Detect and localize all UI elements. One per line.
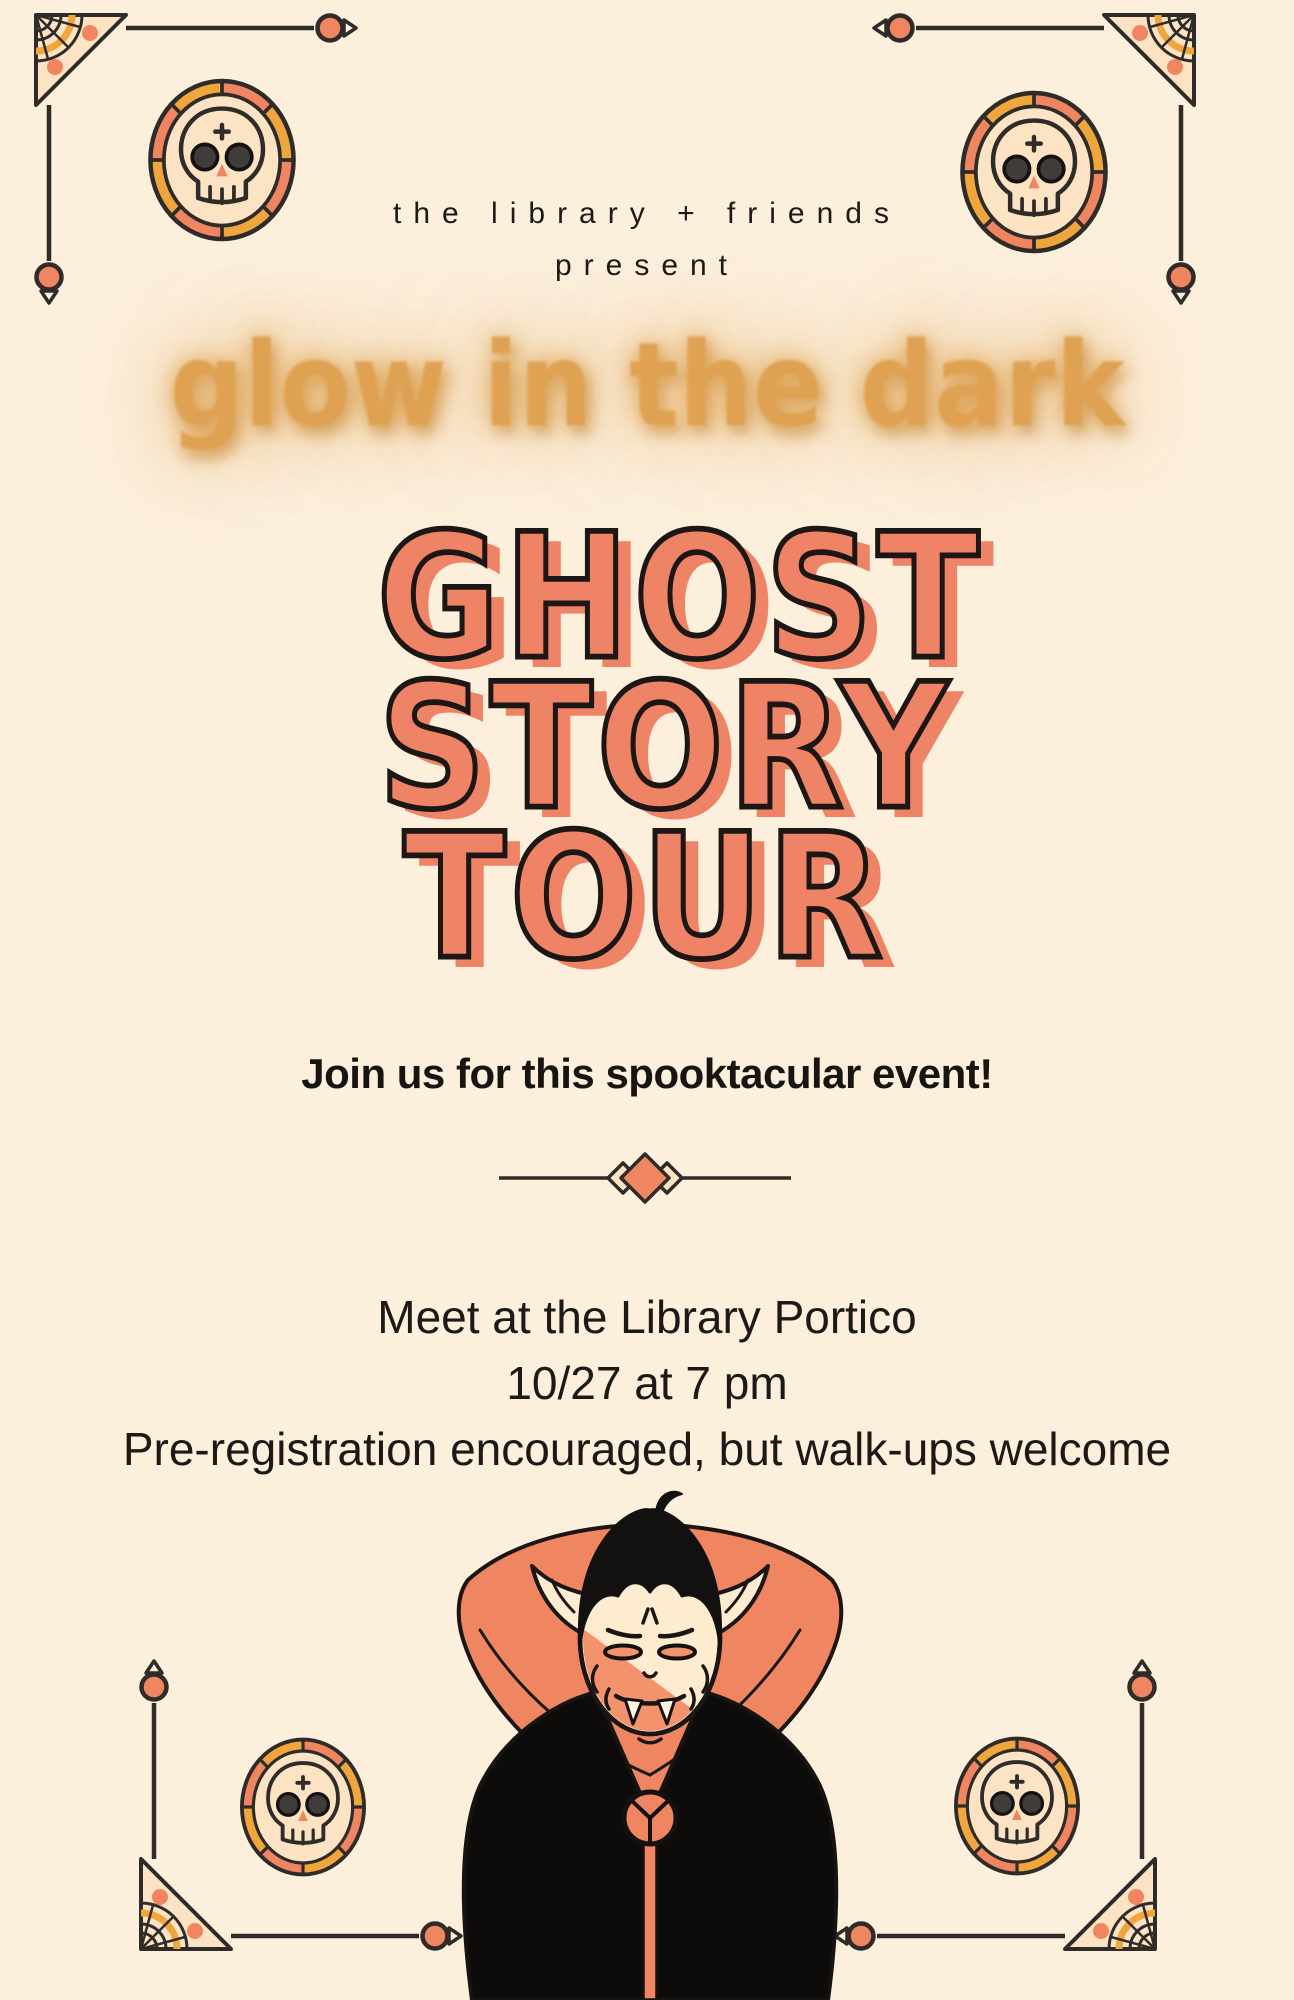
main-title-line-2: STORY — [378, 647, 952, 849]
main-title-line-3: TOUR — [403, 797, 887, 999]
detail-location: Meet at the Library Portico — [377, 1291, 917, 1343]
diamond-divider-icon — [495, 1148, 795, 1208]
detail-datetime: 10/27 at 7 pm — [506, 1357, 788, 1409]
detail-registration: Pre-registration encouraged, but walk-ups welcome — [122, 1423, 1172, 1475]
presenter-line: the library + friends — [393, 197, 901, 230]
skull-medallion-bottom-left-icon — [239, 1737, 367, 1877]
event-details — [0, 1284, 1294, 1482]
glow-subtitle: glow in the dark — [169, 316, 1125, 454]
skull-medallion-bottom-right-icon — [953, 1736, 1081, 1876]
vampire-icon — [410, 1480, 870, 2000]
present-line: present — [554, 249, 740, 282]
main-title-line-1: GHOST — [376, 497, 984, 699]
tagline: Join us for this spooktacular event! — [301, 1050, 993, 1097]
